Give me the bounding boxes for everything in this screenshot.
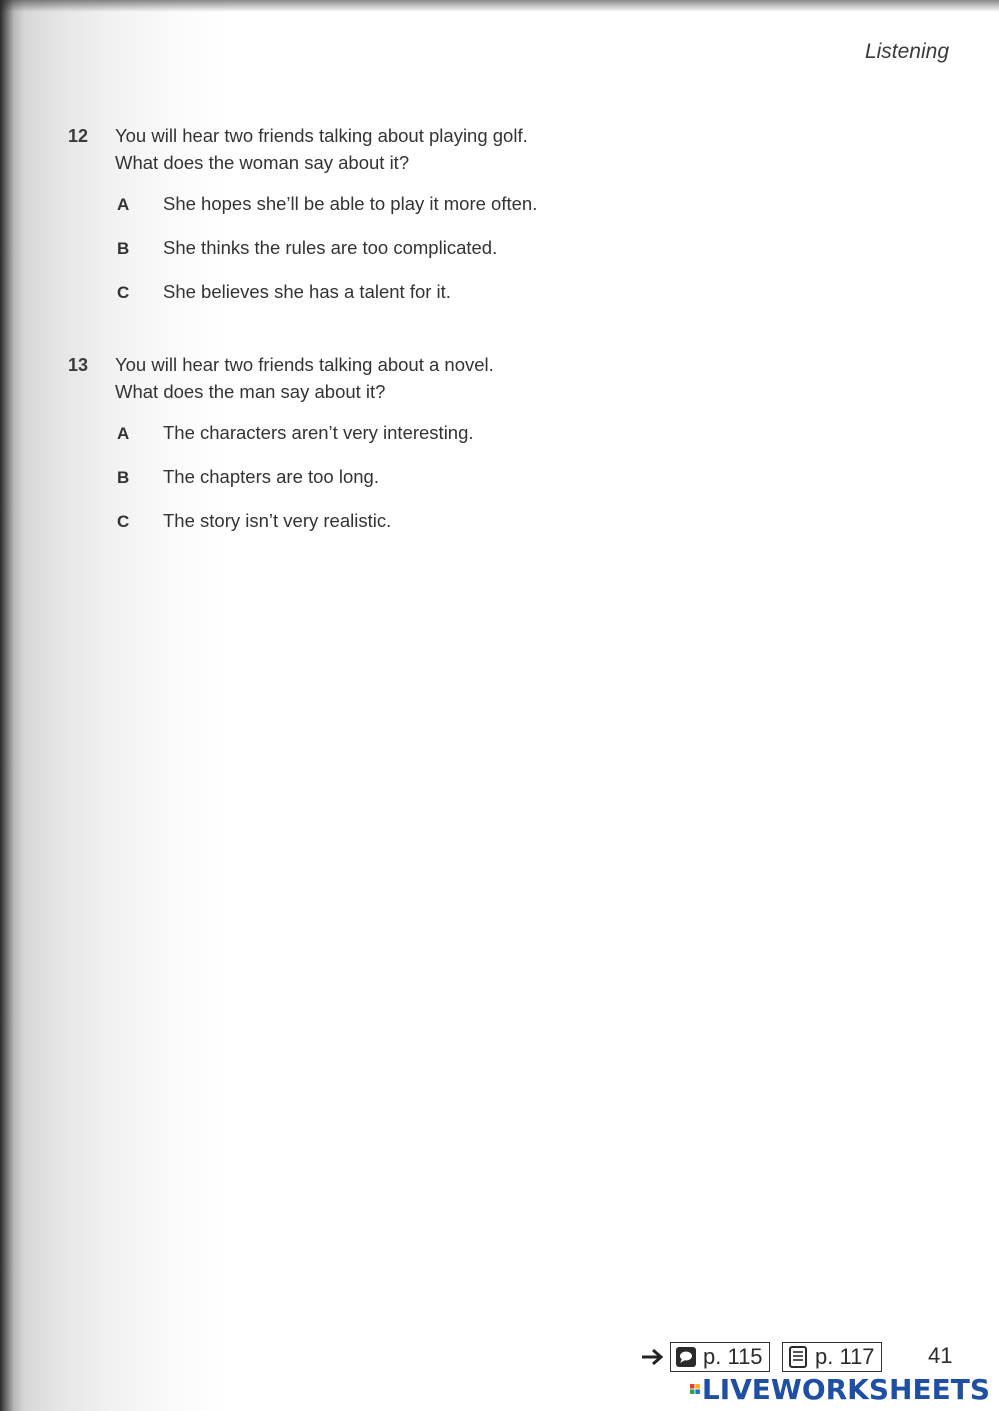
question-text <box>115 122 528 176</box>
question-subprompt: What does the woman say about it? <box>115 152 410 173</box>
option-text: She believes she has a talent for it. <box>163 281 451 302</box>
option-letter: B <box>117 239 130 258</box>
option-text: She thinks the rules are too complicated. <box>163 237 498 258</box>
option-text: The story isn’t very realistic. <box>163 510 392 531</box>
reference-speaking <box>670 1342 770 1372</box>
question-text <box>115 351 494 405</box>
speaking-icon <box>675 1346 697 1368</box>
option-b[interactable] <box>115 237 675 265</box>
option-c[interactable] <box>115 510 675 538</box>
arrow-right-icon <box>640 1344 666 1370</box>
reference-label: p. 117 <box>815 1344 875 1369</box>
option-c[interactable] <box>115 281 675 309</box>
document-icon <box>787 1346 809 1368</box>
option-letter: C <box>117 283 130 302</box>
page-number: 41 <box>928 1343 953 1368</box>
option-letter: A <box>117 424 130 443</box>
question-subprompt: What does the man say about it? <box>115 381 386 402</box>
option-text: The chapters are too long. <box>163 466 379 487</box>
option-a[interactable] <box>115 193 675 221</box>
option-text: She hopes she’ll be able to play it more often. <box>163 193 538 214</box>
reference-label: p. 115 <box>703 1344 763 1369</box>
question-number: 13 <box>68 355 89 375</box>
question-number: 12 <box>68 126 89 146</box>
page-footer <box>640 1342 960 1372</box>
liveworksheets-watermark <box>690 1372 990 1406</box>
option-text: The characters aren’t very interesting. <box>163 422 474 443</box>
liveworksheets-logo-icon <box>690 1378 700 1400</box>
question-prompt: You will hear two friends talking about a novel. <box>115 354 494 375</box>
reference-document <box>782 1342 882 1372</box>
section-title: Listening <box>864 40 949 63</box>
watermark-text: LIVEWORKSHEETS <box>701 1372 990 1406</box>
option-letter: B <box>117 468 130 487</box>
option-a[interactable] <box>115 422 675 450</box>
option-letter: A <box>117 195 130 214</box>
option-letter: C <box>117 512 130 531</box>
question-prompt: You will hear two friends talking about playing golf. <box>115 125 528 146</box>
option-b[interactable] <box>115 466 675 494</box>
